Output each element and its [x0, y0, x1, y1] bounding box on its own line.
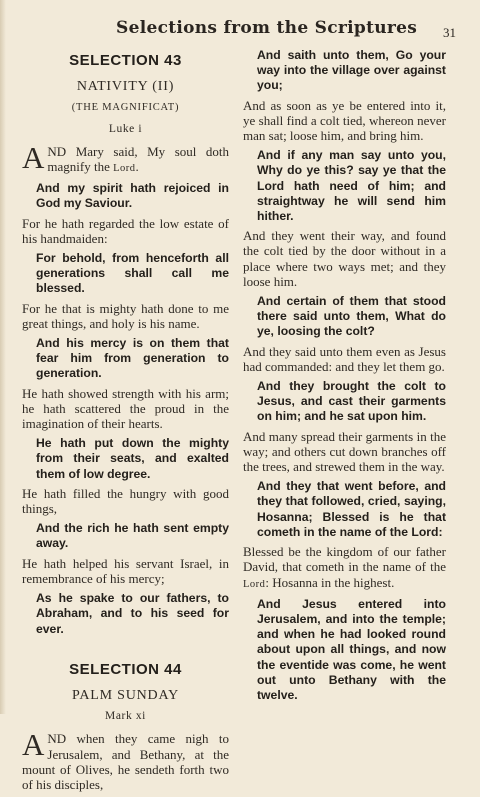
drop-cap-letter: A — [22, 727, 45, 763]
leader-verse: He hath filled the hungry with good things, — [22, 485, 229, 517]
verse-text: Blessed be the kingdom of our father David, that cometh in the name of the — [243, 544, 446, 575]
leader-verse: And many spread their garments in the way; and others cut down branches off the trees, and strewed them in the way. — [243, 428, 446, 475]
selection-43-intro-paragraph — [22, 139, 229, 176]
intro-text: ND when they came nigh to Jerusalem, and Bethany, at the mount of Olives, he sendeth forth two of his disciples, — [22, 731, 229, 792]
verse-punct: : — [438, 524, 443, 539]
selection-43-subtitle: NATIVITY (II) — [76, 79, 175, 95]
leader-verse: He hath helped his servant Israel, in remembrance of his mercy; — [22, 555, 229, 586]
people-response: And if any man say unto you, Why do ye this? say ye that the Lord hath need of him; and straightway he will send him hither. — [257, 148, 446, 224]
selection-44-intro-paragraph — [22, 727, 229, 792]
selection-43-reference: Luke i — [108, 122, 143, 135]
selection-44-subtitle: PALM SUNDAY — [72, 687, 179, 703]
people-response: And his mercy is on them that fear him from generation to generation. — [36, 336, 229, 381]
right-column — [243, 48, 446, 707]
people-response — [243, 479, 446, 540]
lord-text: Lord — [411, 524, 439, 539]
selection-44-reference: Mark xi — [105, 710, 146, 723]
lord-small-caps: Lord — [243, 578, 266, 590]
running-head-title: Selections from the Scriptures — [116, 18, 418, 38]
page-header — [0, 0, 480, 48]
people-response: And Jesus entered into Jerusalem, and into the temple; and when he had looked round about upon all things, and now the eventide was come, he went out unto Bethany with the twelve. — [257, 596, 446, 702]
leader-verse: For he hath regarded the low estate of his handmaiden: — [22, 215, 229, 246]
people-response: And they brought the colt to Jesus, and cast their garments on him; and he sat upon him. — [257, 379, 446, 424]
lord-small-caps: Lord — [113, 163, 136, 175]
people-response: And my spirit hath rejoiced in God my Saviour. — [36, 181, 229, 211]
selection-43-title: SELECTION 43 — [69, 52, 182, 69]
leader-verse: And as soon as ye be entered into it, ye shall find a colt tied, whereon never man sat; loose him, and bring him. — [243, 97, 446, 144]
page-binding-edge — [0, 0, 6, 714]
verse-text: And they that went before, and they that followed, cried, saying, Hosanna; Blessed is he that cometh in the name of the — [257, 479, 446, 539]
leader-verse: For he that is mighty hath done to me great things, and holy is his name. — [22, 300, 229, 331]
leader-verse: He hath showed strength with his arm; he hath scattered the proud in the imagination of their hearts. — [22, 385, 229, 432]
people-response: For behold, from henceforth all generations shall call me blessed. — [36, 251, 229, 296]
left-column — [22, 48, 229, 797]
intro-punct: . — [135, 159, 139, 175]
drop-cap-letter: A — [22, 139, 45, 175]
intro-text: ND Mary said, My soul doth magnify the — [47, 143, 229, 175]
people-response: And the rich he hath sent empty away. — [36, 521, 229, 551]
selection-44-title: SELECTION 44 — [69, 660, 182, 678]
people-response: As he spake to our fathers, to Abraham, and to his seed for ever. — [36, 591, 229, 636]
selection-43-caption: (THE MAGNIFICAT) — [71, 102, 180, 114]
verse-text-end: : Hosanna in the highest. — [265, 574, 395, 590]
leader-verse — [243, 544, 446, 592]
page-number: 31 — [443, 25, 456, 40]
leader-verse: And they said unto them even as Jesus had commanded: and they let them go. — [243, 343, 446, 374]
people-response: And saith unto them, Go your way into the village over against you; — [257, 48, 446, 93]
leader-verse: And they went their way, and found the colt tied by the door without in a place where two ways met; and they loose him. — [243, 228, 446, 289]
people-response: And certain of them that stood there said unto them, What do ye, loosing the colt? — [257, 294, 446, 339]
people-response: He hath put down the mighty from their seats, and exalted them of low degree. — [36, 436, 229, 481]
section-spacer — [22, 641, 229, 657]
